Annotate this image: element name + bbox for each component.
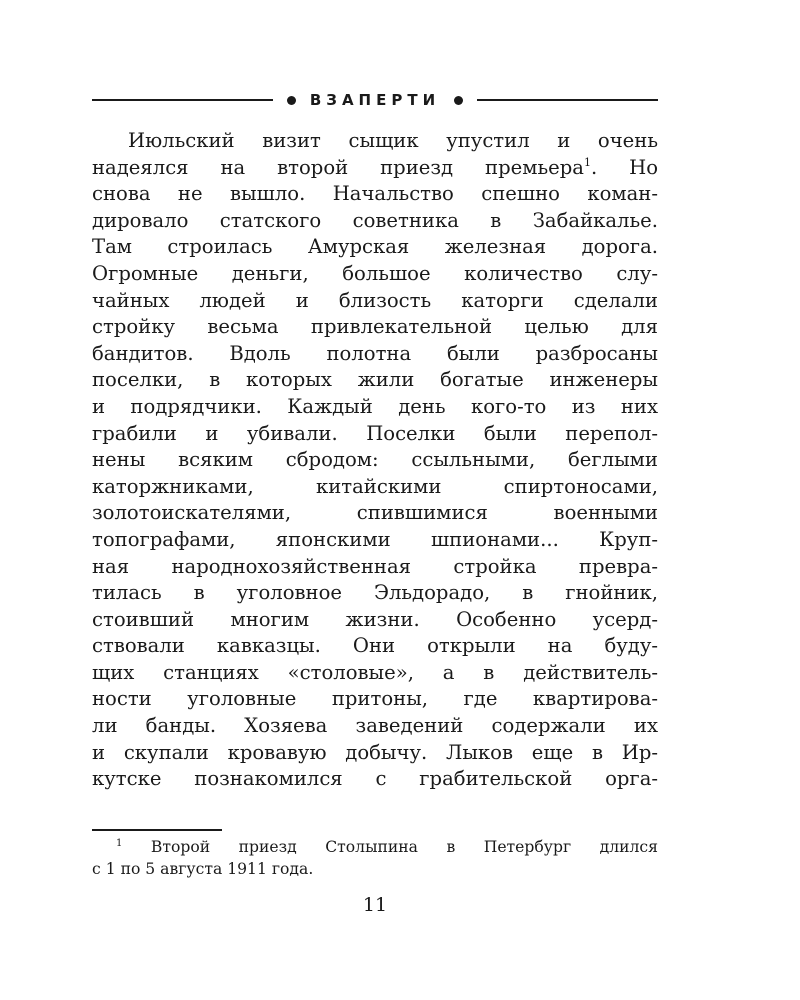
running-head-title: ВЗАПЕРТИ bbox=[309, 91, 441, 109]
footnote-reference: 1 bbox=[583, 155, 591, 169]
text-line: ли банды. Хозяева заведений содержали их bbox=[92, 714, 658, 738]
text-line: снова не вышло. Начальство спешно коман- bbox=[92, 182, 658, 206]
text-line: нены всяким сбродом: ссыльными, беглыми bbox=[92, 448, 658, 472]
text-line: чайных людей и близость каторги сделали bbox=[92, 288, 658, 312]
footnote-rule bbox=[92, 829, 222, 831]
footnote-line bbox=[92, 836, 658, 858]
text-line-part: . Но bbox=[590, 155, 658, 179]
text-line: каторжниками, китайскими спиртоносами, bbox=[92, 474, 658, 498]
running-head-rule-right bbox=[477, 99, 658, 101]
running-head-dot-left bbox=[287, 96, 296, 105]
text-line-part: надеялся на второй приезд премьера bbox=[92, 155, 584, 179]
footnote-marker: 1 bbox=[116, 838, 123, 849]
text-line: бандитов. Вдоль полотна были разбросаны bbox=[92, 341, 658, 365]
page-number: 11 bbox=[362, 894, 388, 916]
text-line: и скупали кровавую добычу. Лыков еще в Ир- bbox=[92, 740, 658, 764]
text-line: ная народнохозяйственная стройка превра- bbox=[92, 554, 658, 578]
text-line: Там строилась Амурская железная дорога. bbox=[92, 235, 658, 259]
text-line: золотоискателями, спившимися военными bbox=[92, 501, 658, 525]
text-line: грабили и убивали. Поселки были перепол- bbox=[92, 421, 658, 445]
text-line: и подрядчики. Каждый день кого-то из них bbox=[92, 394, 658, 418]
body-text bbox=[92, 128, 658, 793]
text-line: топографами, японскими шпионами... Круп- bbox=[92, 527, 658, 551]
text-line: стоивший многим жизни. Особенно усерд- bbox=[92, 607, 658, 631]
text-line: кутске познакомился с грабительской орга- bbox=[92, 767, 658, 791]
footnote-line: с 1 по 5 августа 1911 года. bbox=[92, 860, 314, 878]
text-line: стройку весьма привлекательной целью для bbox=[92, 315, 658, 339]
text-line: поселки, в которых жили богатые инженеры bbox=[92, 368, 658, 392]
text-line: щих станциях «столовые», а в действитель- bbox=[92, 660, 658, 684]
footnote bbox=[92, 836, 658, 880]
text-line: Огромные деньги, большое количество слу- bbox=[92, 261, 658, 285]
text-line: Июльский визит сыщик упустил и очень bbox=[128, 129, 658, 152]
footnote-text: Второй приезд Столыпина в Петербург длился bbox=[150, 838, 658, 856]
running-head-dot-right bbox=[454, 96, 463, 105]
text-line bbox=[92, 155, 658, 182]
text-line: ности уголовные притоны, где квартирова- bbox=[92, 687, 658, 711]
text-line: дировало статского советника в Забайкалье. bbox=[92, 208, 658, 232]
text-line: тилась в уголовное Эльдорадо, в гнойник, bbox=[92, 581, 658, 605]
running-head-rule-left bbox=[92, 99, 273, 101]
running-head bbox=[92, 88, 658, 112]
text-line: ствовали кавказцы. Они открыли на буду- bbox=[92, 634, 658, 658]
